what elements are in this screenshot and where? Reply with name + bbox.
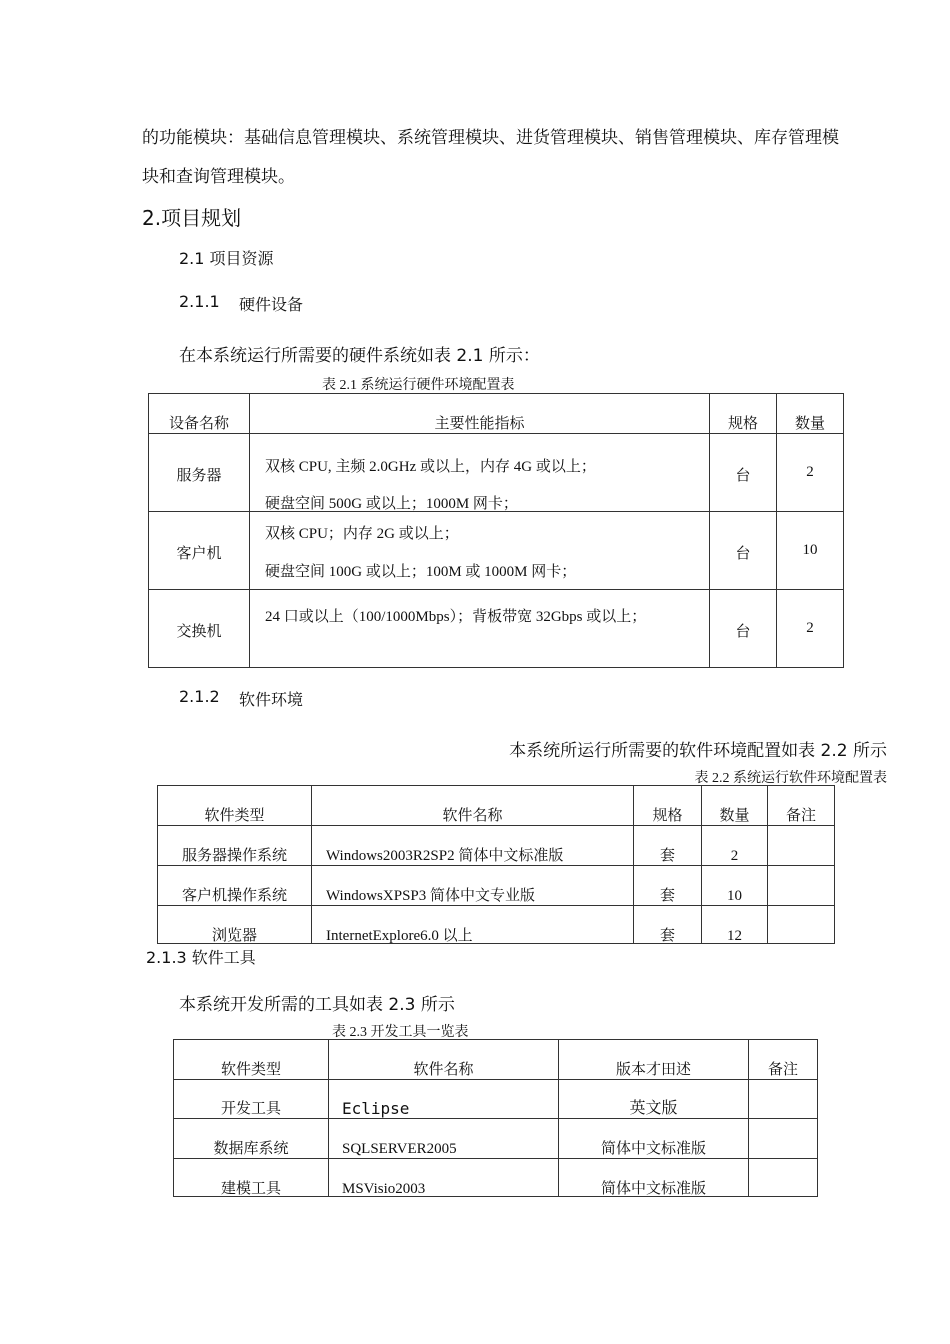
table-header-cell: 软件类型 bbox=[174, 1040, 329, 1080]
qty-cell: 12 bbox=[702, 906, 768, 944]
table-row bbox=[149, 434, 844, 512]
table-header-cell: 数量 bbox=[702, 786, 768, 826]
device-name-cell: 客户机 bbox=[149, 512, 250, 590]
section-2-heading: 2.项目规划 bbox=[142, 206, 242, 230]
section-2-1-heading: 2.1 项目资源 bbox=[179, 249, 274, 268]
spec-cell: 双核 CPU, 主频 2.0GHz 或以上，内存 4G 或以上； 硬盘空间 500G 或以上；1000M 网卡； bbox=[250, 434, 710, 512]
software-name-cell: WindowsXPSP3 简体中文专业版 bbox=[312, 866, 634, 906]
table-row bbox=[149, 512, 844, 590]
table-header-cell: 备注 bbox=[749, 1040, 818, 1080]
software-type-cell: 建模工具 bbox=[174, 1159, 329, 1197]
software-name-cell: MSVisio2003 bbox=[329, 1159, 559, 1197]
unit-cell: 台 bbox=[710, 434, 777, 512]
software-type-cell: 数据库系统 bbox=[174, 1119, 329, 1159]
version-cell: 简体中文标准版 bbox=[559, 1119, 749, 1159]
spec-cell: 双核 CPU；内存 2G 或以上； 硬盘空间 100G 或以上；100M 或 1000M 网卡； bbox=[250, 512, 710, 590]
table-row bbox=[158, 866, 835, 906]
note-cell bbox=[749, 1159, 818, 1197]
table-header-cell: 备注 bbox=[768, 786, 835, 826]
section-2-1-2-title: 软件环境 bbox=[239, 690, 304, 709]
table-header-cell: 设备名称 bbox=[149, 394, 250, 434]
table-row bbox=[174, 1119, 818, 1159]
unit-cell: 台 bbox=[710, 590, 777, 668]
table-1-caption: 表 2.1 系统运行硬件环境配置表 bbox=[322, 378, 515, 393]
software-intro: 本系统所运行所需要的软件环境配置如表 2.2 所示 bbox=[509, 741, 887, 761]
software-type-cell: 服务器操作系统 bbox=[158, 826, 312, 866]
hardware-intro: 在本系统运行所需要的硬件系统如表 2.1 所示： bbox=[179, 346, 540, 366]
note-cell bbox=[749, 1080, 818, 1119]
section-2-1-1-title: 硬件设备 bbox=[239, 295, 304, 314]
intro-line-1: 的功能模块：基础信息管理模块、系统管理模块、进货管理模块、销售管理模块、库存管理模 bbox=[142, 128, 839, 148]
intro-line-2: 块和查询管理模块。 bbox=[142, 167, 295, 187]
software-type-cell: 浏览器 bbox=[158, 906, 312, 944]
qty-cell: 10 bbox=[777, 512, 844, 590]
table-row bbox=[174, 1080, 818, 1119]
note-cell bbox=[768, 866, 835, 906]
device-name-cell: 服务器 bbox=[149, 434, 250, 512]
table-header-cell: 主要性能指标 bbox=[250, 394, 710, 434]
note-cell bbox=[768, 906, 835, 944]
qty-cell: 10 bbox=[702, 866, 768, 906]
table-row bbox=[174, 1159, 818, 1197]
version-cell: 英文版 bbox=[559, 1080, 749, 1119]
section-2-1-2-number: 2.1.2 bbox=[179, 687, 220, 706]
software-type-cell: 客户机操作系统 bbox=[158, 866, 312, 906]
section-2-1-1-number: 2.1.1 bbox=[179, 292, 220, 311]
table-header-cell: 规格 bbox=[710, 394, 777, 434]
version-cell: 简体中文标准版 bbox=[559, 1159, 749, 1197]
hardware-table bbox=[148, 393, 844, 668]
note-cell bbox=[768, 826, 835, 866]
unit-cell: 套 bbox=[634, 866, 702, 906]
unit-cell: 套 bbox=[634, 906, 702, 944]
table-row bbox=[158, 906, 835, 944]
section-2-1-3-heading: 2.1.3 软件工具 bbox=[146, 948, 256, 967]
table-header-cell: 数量 bbox=[777, 394, 844, 434]
software-table bbox=[157, 785, 835, 944]
spec-cell: 24 口或以上（100/1000Mbps）；背板带宽 32Gbps 或以上； bbox=[250, 590, 710, 668]
qty-cell: 2 bbox=[777, 590, 844, 668]
unit-cell: 台 bbox=[710, 512, 777, 590]
table-3-caption: 表 2.3 开发工具一览表 bbox=[332, 1025, 469, 1040]
software-type-cell: 开发工具 bbox=[174, 1080, 329, 1119]
table-header-cell: 软件名称 bbox=[329, 1040, 559, 1080]
table-header-cell: 规格 bbox=[634, 786, 702, 826]
note-cell bbox=[749, 1119, 818, 1159]
software-name-cell: Eclipse bbox=[329, 1080, 559, 1119]
tools-table bbox=[173, 1039, 818, 1197]
software-name-cell: Windows2003R2SP2 简体中文标准版 bbox=[312, 826, 634, 866]
table-header-cell: 软件类型 bbox=[158, 786, 312, 826]
table-2-caption: 表 2.2 系统运行软件环境配置表 bbox=[694, 771, 887, 786]
tools-intro: 本系统开发所需的工具如表 2.3 所示 bbox=[179, 995, 455, 1015]
qty-cell: 2 bbox=[702, 826, 768, 866]
table-header-cell: 软件名称 bbox=[312, 786, 634, 826]
table-row bbox=[158, 826, 835, 866]
qty-cell: 2 bbox=[777, 434, 844, 512]
software-name-cell: SQLSERVER2005 bbox=[329, 1119, 559, 1159]
device-name-cell: 交换机 bbox=[149, 590, 250, 668]
table-row bbox=[149, 590, 844, 668]
unit-cell: 套 bbox=[634, 826, 702, 866]
table-header-cell: 版本才田述 bbox=[559, 1040, 749, 1080]
software-name-cell: InternetExplore6.0 以上 bbox=[312, 906, 634, 944]
